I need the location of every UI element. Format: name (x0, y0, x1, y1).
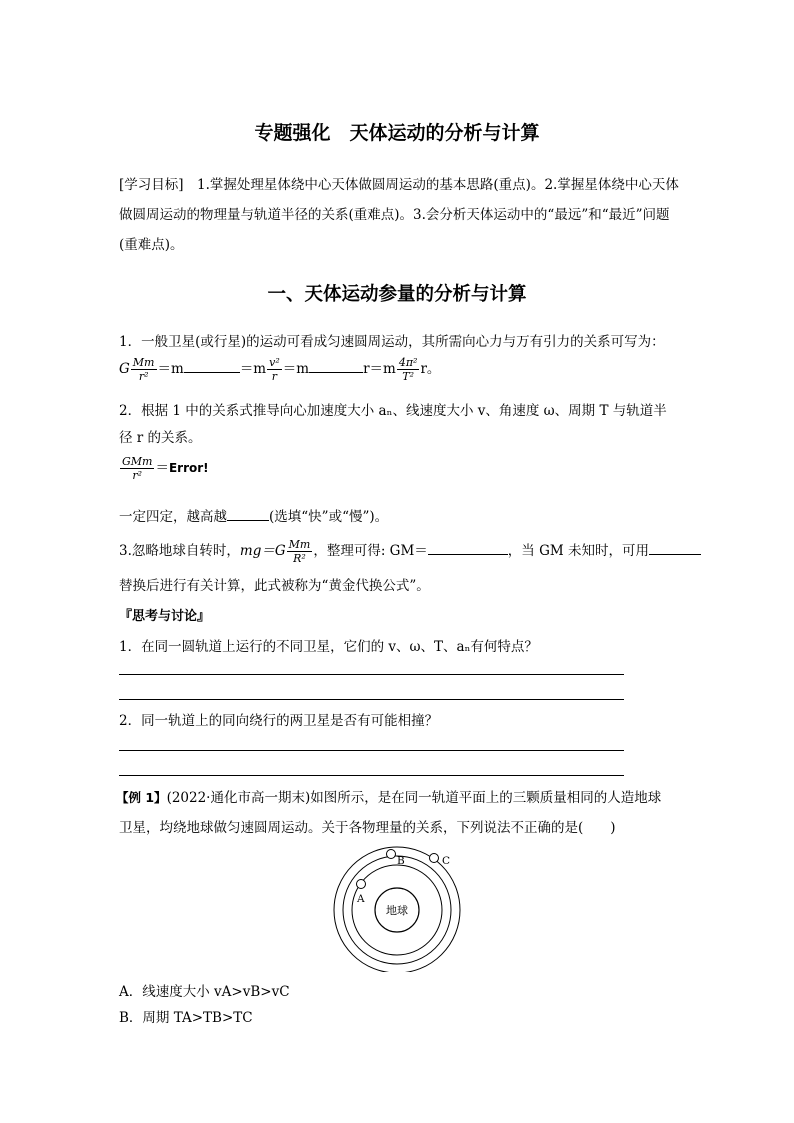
item2-note (119, 505, 388, 525)
eq-m3: ＝m (282, 361, 310, 377)
answer-line-2[interactable] (119, 699, 624, 700)
example-line-1 (116, 786, 661, 806)
item1-text: 1．一般卫星(或行星)的运动可看成匀速圆周运动，其所需向心力与万有引力的关系可写为： (119, 334, 665, 350)
discussion-q2: 2．同一轨道上的同向绕行的两卫星是否有可能相撞？ (119, 713, 439, 729)
option-b[interactable]: B．周期 TA>TB>TC (119, 1010, 253, 1026)
blank-1[interactable] (184, 358, 240, 373)
item2-note-a: 一定四定，越高越 (119, 509, 227, 525)
eq-rm: r＝m (363, 361, 396, 377)
g-symbol: G (119, 361, 130, 377)
orbit-figure (330, 842, 465, 972)
earth-label: 地球 (386, 904, 408, 917)
option-a[interactable]: A．线速度大小 vA>vB>vC (119, 984, 290, 1000)
fraction-v2-r: $\frac{\text{v²}}{r}$ (269, 356, 280, 383)
answer-line-4[interactable] (119, 775, 624, 776)
equals-sign: ＝ (155, 460, 169, 476)
blank-gm[interactable] (428, 540, 508, 555)
example-label: 【例 1】 (116, 790, 167, 805)
fraction-mm-R2: $\frac{Mm}{\text{R²}}$ (288, 538, 311, 565)
discussion-heading: 『思考与讨论』 (119, 609, 211, 624)
item2-note-b: (选填“快”或“慢”)。 (269, 509, 389, 525)
blank-2[interactable] (309, 358, 363, 373)
item3-line (119, 538, 701, 565)
fraction-mm-r2: $\frac{Mm}{\text{r²}}$ (132, 356, 155, 383)
discussion-q1: 1．在同一圆轨道上运行的不同卫星，它们的 v、ω、T、aₙ有何特点？ (119, 639, 538, 655)
item1-formula (119, 356, 440, 383)
satellite-a (357, 880, 366, 889)
eq-m2: ＝m (239, 361, 267, 377)
fraction-gmm-r2: $\frac{\text{GMm}}{\text{r²}}$ (122, 455, 153, 482)
answer-line-3[interactable] (119, 750, 624, 751)
label-c: C (442, 855, 451, 867)
item2-text: 2．根据 1 中的关系式推导向心加速度大小 aₙ、线速度大小 v、角速度 ω、周期 T 与轨道半径 r 的关系。 (119, 403, 667, 446)
blank-substitute[interactable] (649, 540, 701, 555)
example-text-b: 卫星，均绕地球做匀速圆周运动。关于各物理量的关系，下列说法不正确的是( ) (119, 820, 616, 836)
example-text-a: (2022·通化市高一期末)如图所示，是在同一轨道平面上的三颗质量相同的人造地球 (166, 790, 662, 806)
section-heading: 一、天体运动参量的分析与计算 (267, 284, 527, 305)
satellite-c (430, 854, 439, 863)
learning-objectives: [学习目标] 1.掌握处理星体绕中心天体做圆周运动的基本思路(重点)。2.掌握星体绕中心天体做圆周运动的物理量与轨道半径的关系(重难点)。3.会分析天体运动中的“最远”和“最近”问题(重难点)。 (119, 177, 679, 253)
error-text: Error! (168, 461, 209, 475)
item3-a: 3.忽略地球自转时， (119, 543, 240, 559)
answer-line-1[interactable] (119, 674, 624, 675)
fraction-4pi2-t2: $\frac{\text{4π²}}{\text{T²}}$ (398, 356, 418, 383)
satellite-b (387, 850, 396, 859)
blank-fast-slow[interactable] (227, 506, 269, 521)
item3-d: ，当 GM 未知时，可用 (507, 543, 649, 559)
item3-e: 替换后进行有关计算，此式被称为“黄金代换公式”。 (119, 578, 430, 594)
eq-tail: r。 (420, 361, 441, 377)
label-a: A (357, 893, 365, 905)
item2-formula (119, 455, 209, 482)
eq-m1: ＝m (157, 361, 184, 377)
page-title: 专题强化 天体运动的分析与计算 (254, 122, 540, 144)
item3-c: ，整理可得: GM＝ (313, 543, 428, 559)
item3-b: mg＝G (239, 543, 286, 559)
label-b: B (397, 855, 405, 867)
